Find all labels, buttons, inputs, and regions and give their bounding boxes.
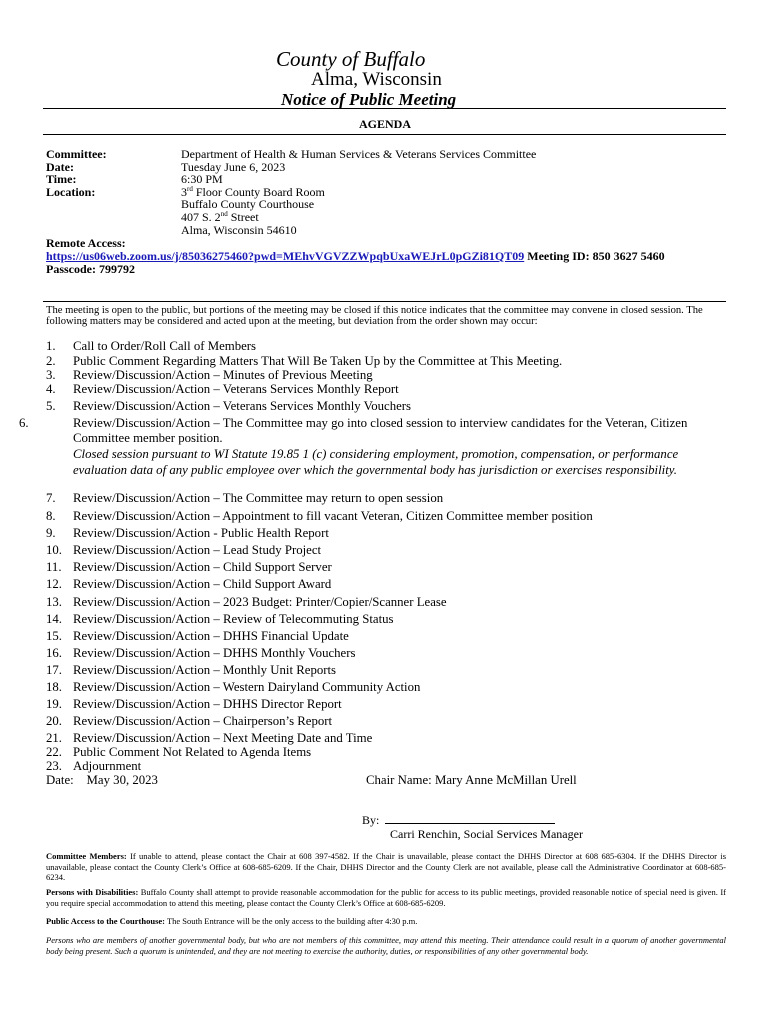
agenda-item-number: 8. bbox=[46, 509, 56, 523]
agenda-item-number: 19. bbox=[46, 697, 62, 711]
agenda-item-number: 5. bbox=[46, 399, 56, 413]
agenda-item-text: Public Comment Regarding Matters That Will Be Taken Up by the Committee at This Meeting. bbox=[73, 354, 563, 368]
agenda-item-number: 17. bbox=[46, 663, 62, 677]
agenda-item bbox=[46, 577, 726, 592]
agenda-item-number: 14. bbox=[46, 612, 62, 626]
agenda-item bbox=[46, 526, 726, 541]
meeting-id: Meeting ID: 850 3627 5460 bbox=[524, 249, 665, 263]
time-label: Time: bbox=[46, 172, 77, 187]
remote-access bbox=[46, 237, 726, 276]
agenda-item-text: Review/Discussion/Action – DHHS Financial Update bbox=[73, 629, 349, 643]
disabilities-note: Persons with Disabilities: Buffalo County shall attempt to provide reasonable accommodation for the public for access to its public meetings, provided reasonable notice of special need is given. If you require special accommodation to attend this meeting, please contact the County Clerk’s Office at 608-685-6209. bbox=[46, 887, 726, 908]
agenda-item-text: Review/Discussion/Action – Western Dairyland Community Action bbox=[73, 680, 421, 694]
signature-blank bbox=[385, 813, 555, 824]
agenda-item-text: Adjournment bbox=[73, 759, 142, 773]
chair-name: Chair Name: Mary Anne McMillan Urell bbox=[366, 773, 577, 787]
agenda-item-text: Review/Discussion/Action – 2023 Budget: Printer/Copier/Scanner Lease bbox=[73, 595, 447, 609]
agenda-item-text: Review/Discussion/Action - Public Health Report bbox=[73, 526, 329, 540]
agenda-item-text: Review/Discussion/Action – Child Support Server bbox=[73, 560, 332, 574]
agenda-item-text: Review/Discussion/Action – DHHS Director Report bbox=[73, 697, 342, 711]
agenda-item bbox=[46, 745, 726, 760]
agenda-item bbox=[19, 416, 726, 446]
remote-rule bbox=[43, 301, 726, 302]
agenda-item-number: 1. bbox=[46, 339, 56, 353]
location-label: Location: bbox=[46, 184, 96, 199]
agenda-item bbox=[46, 368, 726, 383]
time-value: 6:30 PM bbox=[181, 172, 223, 187]
agenda-item-text: Public Comment Not Related to Agenda Items bbox=[73, 745, 312, 759]
agenda-item-text: Review/Discussion/Action – The Committee may return to open session bbox=[73, 491, 444, 505]
agenda-item bbox=[46, 595, 726, 610]
location-line-1: 3rd Floor County Board Room bbox=[181, 184, 325, 199]
agenda-item bbox=[46, 543, 726, 558]
agenda-item bbox=[46, 399, 726, 414]
date-label: Date: bbox=[46, 159, 74, 174]
notice-title: Notice of Public Meeting bbox=[281, 90, 457, 109]
signer-name: Carri Renchin, Social Services Manager bbox=[390, 827, 583, 841]
agenda-item-text: Call to Order/Roll Call of Members bbox=[73, 339, 257, 353]
agenda-item-number: 23. bbox=[46, 759, 62, 773]
agenda-item-number: 12. bbox=[46, 577, 62, 591]
agenda-item-number: 21. bbox=[46, 731, 62, 745]
agenda-item-number: 11. bbox=[46, 560, 62, 574]
agenda-item-text: Review/Discussion/Action – Minutes of Previous Meeting bbox=[73, 368, 373, 382]
agenda-item-text: Review/Discussion/Action – Next Meeting Date and Time bbox=[73, 731, 373, 745]
city-heading: Alma, Wisconsin bbox=[311, 69, 442, 90]
agenda-item bbox=[46, 663, 726, 678]
agenda-item bbox=[46, 560, 726, 575]
agenda-item-number: 13. bbox=[46, 595, 62, 609]
agenda-item-text: Review/Discussion/Action – Review of Telecommuting Status bbox=[73, 612, 394, 626]
closed-session-note: Closed session pursuant to WI Statute 19.85 1 (c) considering employment, promotion, compensation, or performance evaluation data of any public employee over which the governmental body has jurisdiction or exercises responsibility. bbox=[73, 447, 679, 477]
agenda-item-text: Review/Discussion/Action – Lead Study Project bbox=[73, 543, 322, 557]
agenda-item-text: Review/Discussion/Action – Veterans Services Monthly Vouchers bbox=[73, 399, 412, 413]
agenda-item bbox=[46, 714, 726, 729]
agenda-item-text: Review/Discussion/Action – The Committee may go into closed session to interview candidates for the Veteran, Citizen Committee member position. bbox=[73, 416, 688, 445]
agenda-rule bbox=[43, 134, 726, 135]
location-line-4: Alma, Wisconsin 54610 bbox=[181, 222, 297, 237]
agenda-item bbox=[46, 680, 726, 695]
date-value: Tuesday June 6, 2023 bbox=[181, 159, 286, 174]
county-heading: County of Buffalo bbox=[276, 47, 426, 71]
header-rule bbox=[43, 108, 726, 109]
agenda-item-number: 7. bbox=[46, 491, 56, 505]
agenda-item-number: 3. bbox=[46, 368, 56, 382]
agenda-item bbox=[46, 646, 726, 661]
open-meeting-notice: The meeting is open to the public, but portions of the meeting may be closed if this notice indicates that the committee may convene in closed session. The following matters may be considered and acted upon at the meeting, but deviation from the order shown may occur: bbox=[46, 305, 703, 328]
agenda-item bbox=[46, 382, 726, 397]
agenda-item-number: 10. bbox=[46, 543, 62, 557]
agenda-item-text: Review/Discussion/Action – Veterans Services Monthly Report bbox=[73, 382, 399, 396]
agenda-item-number: 15. bbox=[46, 629, 62, 643]
by-line: By: bbox=[362, 813, 555, 827]
agenda-item-number: 6. bbox=[19, 416, 29, 430]
agenda-item-text: Review/Discussion/Action – Appointment to fill vacant Veteran, Citizen Committee member position bbox=[73, 509, 593, 523]
agenda-item bbox=[46, 731, 726, 746]
agenda-item bbox=[46, 509, 726, 524]
location-line-3: 407 S. 2nd Street bbox=[181, 209, 259, 224]
agenda-item-text: Review/Discussion/Action – Chairperson’s Report bbox=[73, 714, 333, 728]
agenda-item-number: 18. bbox=[46, 680, 62, 694]
remote-access-label: Remote Access: bbox=[46, 236, 126, 250]
passcode: Passcode: 799792 bbox=[46, 262, 135, 276]
agenda-item-text: Review/Discussion/Action – DHHS Monthly Vouchers bbox=[73, 646, 356, 660]
agenda-item-number: 22. bbox=[46, 745, 62, 759]
agenda-heading: AGENDA bbox=[358, 117, 411, 131]
agenda-item-text: Review/Discussion/Action – Child Support Award bbox=[73, 577, 332, 591]
agenda-item bbox=[46, 354, 726, 369]
courthouse-access-note: Public Access to the Courthouse: The South Entrance will be the only access to the building after 4:30 p.m. bbox=[46, 916, 418, 926]
agenda-item-number: 16. bbox=[46, 646, 62, 660]
committee-value: Department of Health & Human Services & Veterans Services Committee bbox=[181, 147, 537, 161]
agenda-item bbox=[46, 629, 726, 644]
location-line-2: Buffalo County Courthouse bbox=[181, 197, 315, 212]
agenda-item bbox=[46, 339, 726, 354]
agenda-item bbox=[46, 491, 726, 506]
signature-date: Date: May 30, 2023 bbox=[46, 773, 158, 787]
committee-members-note: Committee Members: If unable to attend, please contact the Chair at 608 397-4582. If the Chair is unavailable, please contact the DHHS Director at 608 685-6304. If the DHHS Director is unavailable, please contact the County Clerk’s Office at 608-685-6209. If the Chair, DHHS Director and the County Clerk are not available, please call the Administrative Coordinator at 608-685-6234. bbox=[46, 851, 726, 883]
agenda-item-text: Review/Discussion/Action – Monthly Unit Reports bbox=[73, 663, 337, 677]
other-members-note: Persons who are members of another governmental body, but who are not members of this committee, may attend this meeting. Their attendance could result in a quorum of another governmental body being present. Such a quorum is unintended, and they are not meeting to exercise the authority, duties, or responsibilities of any other governmental body. bbox=[46, 935, 726, 956]
committee-label: Committee: bbox=[46, 147, 107, 161]
agenda-item-number: 20. bbox=[46, 714, 62, 728]
agenda-item bbox=[46, 697, 726, 712]
agenda-item bbox=[46, 612, 726, 627]
agenda-item-number: 2. bbox=[46, 354, 56, 368]
agenda-item-number: 9. bbox=[46, 526, 56, 540]
agenda-item-number: 4. bbox=[46, 382, 56, 396]
zoom-link[interactable]: https://us06web.zoom.us/j/85036275460?pwd=MEhvVGVZZWpqbUxaWEJrL0pGZi81QT09 bbox=[46, 249, 525, 263]
agenda-item bbox=[46, 759, 726, 774]
